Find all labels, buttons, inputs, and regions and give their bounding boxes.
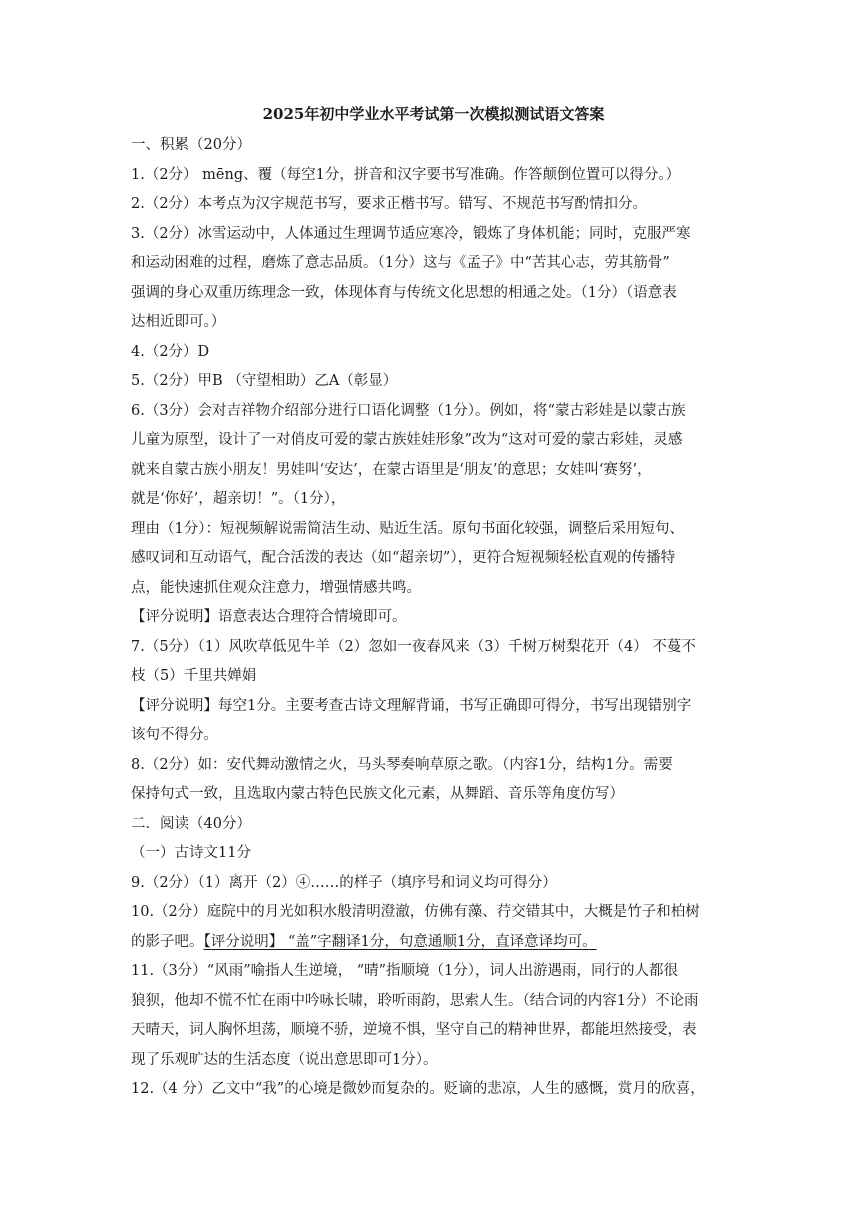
answer-line: 就是‘你好’，超亲切！”。（1分）， xyxy=(131,491,346,507)
answer-line: 4.（2分）D xyxy=(131,343,210,360)
answer-line: 现了乐观旷达的生活态度（说出意思即可1分）。 xyxy=(131,1051,438,1068)
underlined-scoring-note: 【评分说明】 “盖”字翻译1分，句意通顺1分，直译意译均可。 xyxy=(203,933,597,950)
answer-line: 狼狈，他却不慌不忙在雨中吟咏长啸，聆听雨韵，思索人生。（结合词的内容1分）不论雨 xyxy=(131,992,699,1009)
answer-line: 1.（2分） mēng、覆（每空1分，拼音和汉字要书写准确。作答颠倒位置可以得分。） xyxy=(131,166,681,183)
answer-line: 强调的身心双重历练理念一致，体现体育与传统文化思想的相通之处。（1分）（语意表 xyxy=(131,284,677,301)
scoring-note: 该句不得分。 xyxy=(131,727,218,743)
section-heading: 一、积累（20分） xyxy=(131,137,251,153)
answer-line: 9.（2分）（1）离开（2）④……的样子（填序号和词义均可得分） xyxy=(131,874,557,891)
answer-line: 枝（5）千里共婵娟 xyxy=(131,668,257,684)
answer-line: 感叹词和互动语气，配合活泼的表达（如“超亲切”），更符合短视频轻松直观的传播特 xyxy=(131,550,676,566)
answer-line: 和运动困难的过程，磨炼了意志品质。（1分）这与《孟子》中“苦其心志，劳其筋骨” xyxy=(131,255,670,271)
answer-line: 就来自蒙古族小朋友！男娃叫‘安达’，在蒙古语里是‘朋友’的意思；女娃叫‘赛努’， xyxy=(131,461,652,478)
answer-line-with-note xyxy=(131,928,767,958)
answer-body xyxy=(131,131,767,1105)
answer-line: 天晴天，词人胸怀坦荡，顺境不骄，逆境不惧，坚守自己的精神世界，都能坦然接受，表 xyxy=(131,1022,697,1038)
answer-line: 保持句式一致，且选取内蒙古特色民族文化元素，从舞蹈、音乐等角度仿写） xyxy=(131,786,624,802)
answer-line: 儿童为原型，设计了一对俏皮可爱的蒙古族娃娃形象”改为“这对可爱的蒙古彩娃，灵感 xyxy=(131,432,683,448)
subsection-heading: （一）古诗文11分 xyxy=(131,845,251,861)
answer-line: 8.（2分）如：安代舞动激情之火，马头琴奏响草原之歌。（内容1分，结构1分。需要 xyxy=(131,756,673,773)
answer-line: 点，能快速抓住观众注意力，增强情感共鸣。 xyxy=(131,579,421,596)
section-heading: 二．阅读（40分） xyxy=(131,815,251,832)
answer-line: 6.（3分）会对吉祥物介绍部分进行口语化调整（1分）。例如，将“蒙古彩娃是以蒙古族 xyxy=(131,402,686,419)
answer-line: 10.（2分）庭院中的月光如积水般清明澄澈，仿佛有藻、荇交错其中，大概是竹子和柏树 xyxy=(131,904,700,920)
answer-line: 11.（3分）“风雨”喻指人生逆境， “晴”指顺境（1分），词人出游遇雨，同行的人都很 xyxy=(131,963,679,979)
answer-line: 3.（2分）冰雪运动中，人体通过生理调节适应寒冷，锻炼了身体机能；同时，克服严寒 xyxy=(131,225,691,242)
answer-line: 7.（5分）（1）风吹草低见牛羊（2）忽如一夜春风来（3）千树万树梨花开（4） 不蔓不 xyxy=(131,638,696,655)
document-title: 2025年初中学业水平考试第一次模拟测试语文答案 xyxy=(262,105,605,123)
scoring-note: 【评分说明】语意表达合理符合情境即可。 xyxy=(131,609,407,625)
answer-text: 的影子吧。 xyxy=(131,933,204,950)
answer-line: 2.（2分）本考点为汉字规范书写，要求正楷书写。错写、不规范书写酌情扣分。 xyxy=(131,196,648,212)
answer-line: 理由（1分）：短视频解说需简洁生动、贴近生活。原句书面化较强，调整后采用短句、 xyxy=(131,520,684,537)
answer-line: 12.（4 分）乙文中“我”的心境是微妙而复杂的。贬谪的悲凉，人生的感慨，赏月的欣喜， xyxy=(131,1081,705,1097)
answer-line: 5.（2分）甲B （守望相助）乙A（彰显） xyxy=(131,373,398,389)
scoring-note: 【评分说明】每空1分。主要考查古诗文理解背诵，书写正确即可得分，书写出现错别字 xyxy=(131,697,692,714)
answer-line: 达相近即可。） xyxy=(131,314,226,330)
